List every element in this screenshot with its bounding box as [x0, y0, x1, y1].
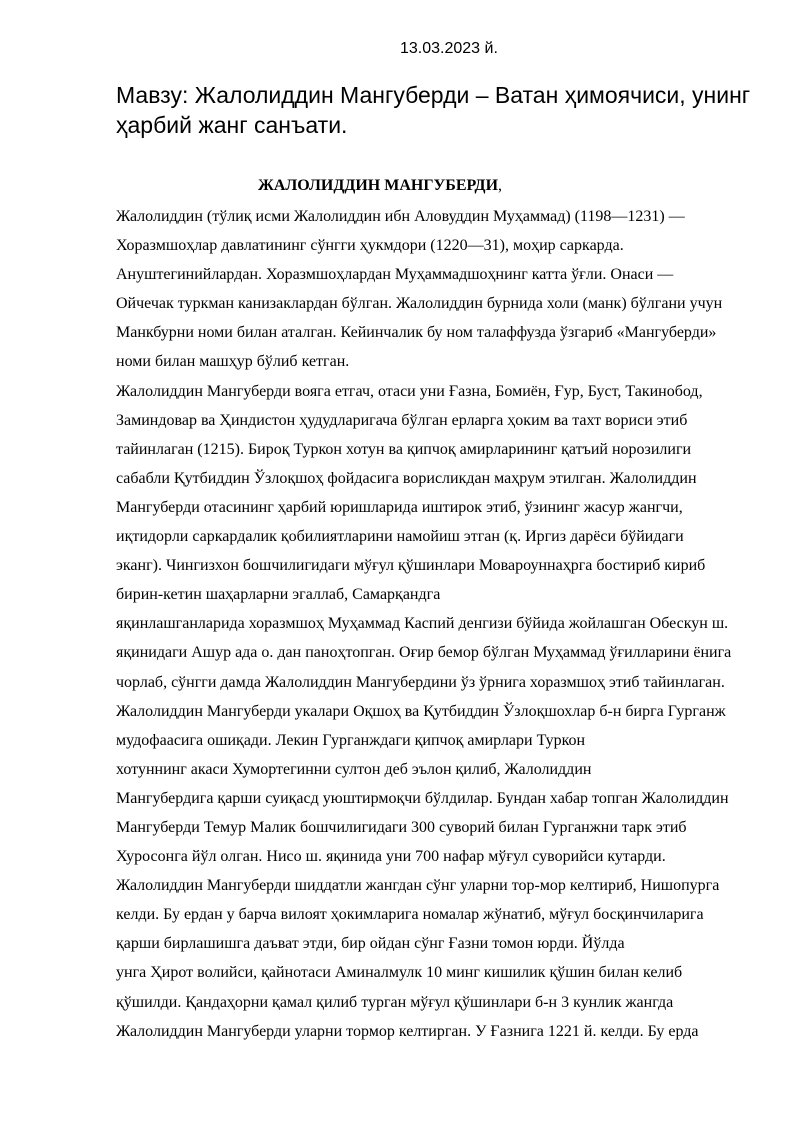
body-line: Хоразмшоҳлар давлатининг сўнгги ҳукмдори (1220—31), моҳир саркарда.	[116, 237, 624, 255]
body-line: унга Ҳирот волийси, қайнотаси Аминалмулк 10 минг кишилик қўшин билан келиб	[116, 964, 683, 982]
body-line: номи билан машҳур бўлиб кетган.	[116, 353, 350, 371]
body-line: қўшилди. Қандаҳорни қамал қилиб турган мўғул қўшинлари б-н 3 кунлик жангда	[116, 993, 674, 1011]
body-line: яқинлашганларида хоразмшоҳ Муҳаммад Каспий денгизи бўйида жойлашган Обескун ш.	[116, 615, 729, 633]
body-line: Жалолиддин Мангуберди вояга етгач, отаси уни Ғазна, Бомиён, Ғур, Буст, Такинобод,	[116, 382, 703, 400]
body-line: эканг). Чингизхон бошчилигидаги мўғул қўшинлари Мовароуннаҳрга бостириб кириб	[116, 557, 706, 575]
body-line: Хуросонга йўл олган. Нисо ш. яқинида уни 700 нафар мўғул суворийси кутарди.	[116, 848, 666, 866]
body-text	[116, 205, 756, 1049]
body-line: хотуннинг акаси Хумортегинни султон деб эълон қилиб, Жалолиддин	[116, 760, 592, 778]
topic-line: ҳарбий жанг санъати.	[116, 112, 348, 138]
topic-line: Мавзу: Жалолиддин Мангуберди – Ватан ҳимоячиси, унинг	[116, 82, 751, 108]
heading-suffix: ,	[498, 177, 503, 194]
body-line: сабабли Қутбиддин Ўзлоқшоҳ фойдасига ворисликдан маҳрум этилган. Жалолиддин	[116, 469, 697, 487]
body-line: Ануштегинийлардан. Хоразмшоҳлардан Муҳаммадшоҳнинг катта ўғли. Онаси —	[116, 266, 674, 284]
body-line: Мангуберди отасининг ҳарбий юришларида иштирок этиб, ўзининг жасур жангчи,	[116, 498, 683, 516]
body-line: Жалолиддин Мангуберди шиддатли жангдан сўнг уларни тор-мор келтириб, Нишопурга	[116, 877, 720, 895]
body-line: келди. Бу ердан у барча вилоят ҳокимларига номалар жўнатиб, мўғул босқинчиларига	[116, 906, 704, 924]
body-line: Мангуберди Темур Малик бошчилигидаги 300 суворий билан Гурганжни тарк этиб	[116, 818, 687, 836]
body-line: қарши бирлашишга даъват этди, бир ойдан сўнг Ғазни томон юрди. Йўлда	[116, 935, 625, 953]
topic-title	[116, 80, 766, 140]
document-date: 13.03.2023 й.	[400, 40, 498, 57]
body-line: Жалолиддин Мангуберди уларни тормор келтирган. У Ғазнига 1221 й. келди. Бу ерда	[116, 1022, 699, 1040]
body-line: чорлаб, сўнгги дамда Жалолиддин Мангубердини ўз ўрнига хоразмшоҳ этиб тайинлаган.	[116, 673, 725, 691]
body-line: яқинидаги Ашур ада о. дан паноҳтопган. Оғир бемор бўлган Муҳаммад ўғилларини ёнига	[116, 644, 732, 662]
body-line: иқтидорли саркардалик қобилиятларини намойиш этган (қ. Иргиз дарёси бўйидаги	[116, 528, 684, 546]
body-line: бирин-кетин шаҳарларни эгаллаб, Самарқандга	[116, 586, 441, 604]
body-line: Жалолиддин Мангуберди укалари Оқшоҳ ва Қутбиддин Ўзлоқшохлар б-н бирга Гурганж	[116, 702, 726, 720]
body-line: Манкбурни номи билан аталган. Кейинчалик бу ном талаффузда ўзгариб «Мангуберди»	[116, 324, 717, 342]
section-heading	[258, 176, 502, 196]
body-line: Мангубердига қарши суиқасд уюштирмоқчи бўлдилар. Бундан хабар топган Жалолиддин	[116, 789, 729, 807]
body-line: мудофаасига ошиқади. Лекин Гурганждаги қипчоқ амирлари Туркон	[116, 731, 586, 749]
body-line: Ойчечак туркман канизаклардан бўлган. Жалолиддин бурнида холи (манк) бўлгани учун	[116, 295, 723, 313]
body-line: тайинлаган (1215). Бироқ Туркон хотун ва қипчоқ амирларининг қатъий норозилиги	[116, 440, 692, 458]
body-line: Жалолиддин (тўлиқ исми Жалолиддин ибн Аловуддин Муҳаммад) (1198—1231) —	[116, 208, 685, 225]
heading-text: ЖАЛОЛИДДИН МАНГУБЕРДИ	[258, 177, 499, 194]
body-line: Заминдовар ва Ҳиндистон ҳудудларигача бўлган ерларга ҳоким ва тахт вориси этиб	[116, 411, 688, 429]
